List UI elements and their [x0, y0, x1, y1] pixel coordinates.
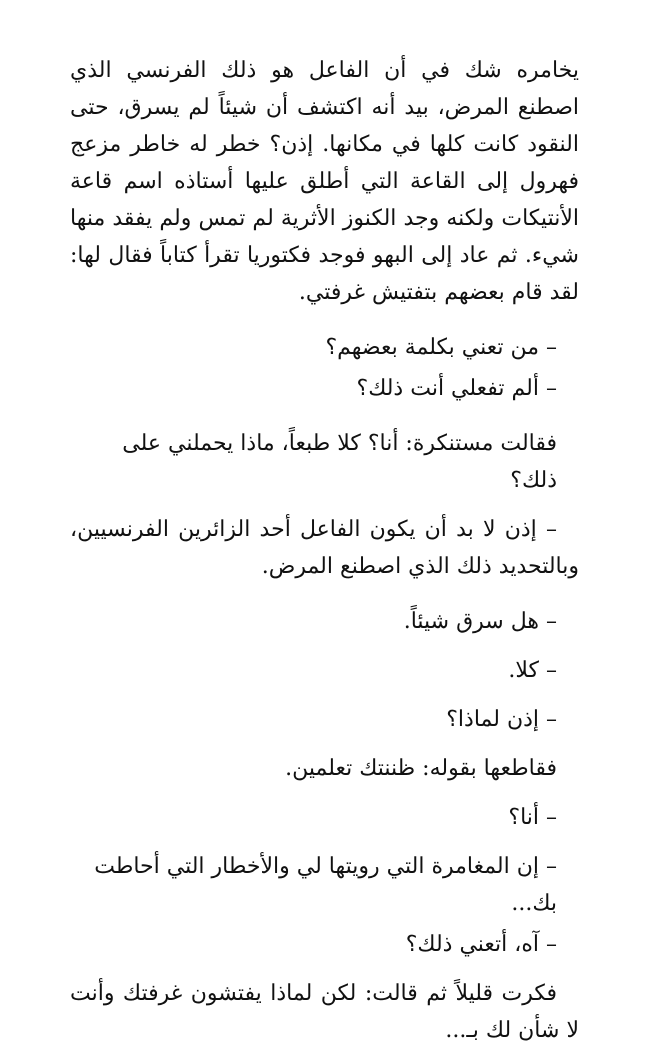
narrative-paragraph: فكرت قليلاً ثم قالت: لكن لماذا يفتشون غرفتك وأنت لا شأن لك بـ...	[70, 981, 579, 1043]
dialogue-line: – إذن لماذا؟	[446, 707, 557, 732]
narrative-line: فقاطعها بقوله: ظننتك تعلمين.	[285, 756, 557, 781]
dialogue-paragraph: – إذن لا بد أن يكون الفاعل أحد الزائرين الفرنسيين، وبالتحديد ذلك الذي اصطنع المرض.	[70, 517, 579, 579]
dialogue-line: – من تعني بكلمة بعضهم؟	[325, 335, 557, 360]
dialogue-line: – إن المغامرة التي رويتها لي والأخطار التي أحاطت بك...	[94, 854, 557, 916]
dialogue-line: – أنا؟	[508, 805, 557, 830]
dialogue-line: – آه، أتعني ذلك؟	[405, 932, 557, 957]
dialogue-line: – ألم تفعلي أنت ذلك؟	[356, 376, 557, 401]
dialogue-line: – كلا.	[508, 658, 557, 683]
book-page	[70, 52, 579, 1043]
dialogue-line: – هل سرق شيئاً.	[403, 609, 557, 634]
narrative-paragraph: يخامره شك في أن الفاعل هو ذلك الفرنسي الذي اصطنع المرض، بيد أنه اكتشف أن شيئاً لم يسرق، حتى النقود كانت كلها في مكانها. إذن؟ خطر له خاطر مزعج فهرول إلى القاعة التي أطلق عليها أستاذه اسم قاعة الأنتيكات ولكنه وجد الكنوز الأثرية لم تمس ولم يفقد منها شيء. ثم عاد إلى البهو فوجد فكتوريا تقرأ كتاباً فقال لها: لقد قام بعضهم بتفتيش غرفتي.	[70, 58, 579, 305]
narrative-line: فقالت مستنكرة: أنا؟ كلا طبعاً، ماذا يحملني على ذلك؟	[122, 431, 557, 493]
